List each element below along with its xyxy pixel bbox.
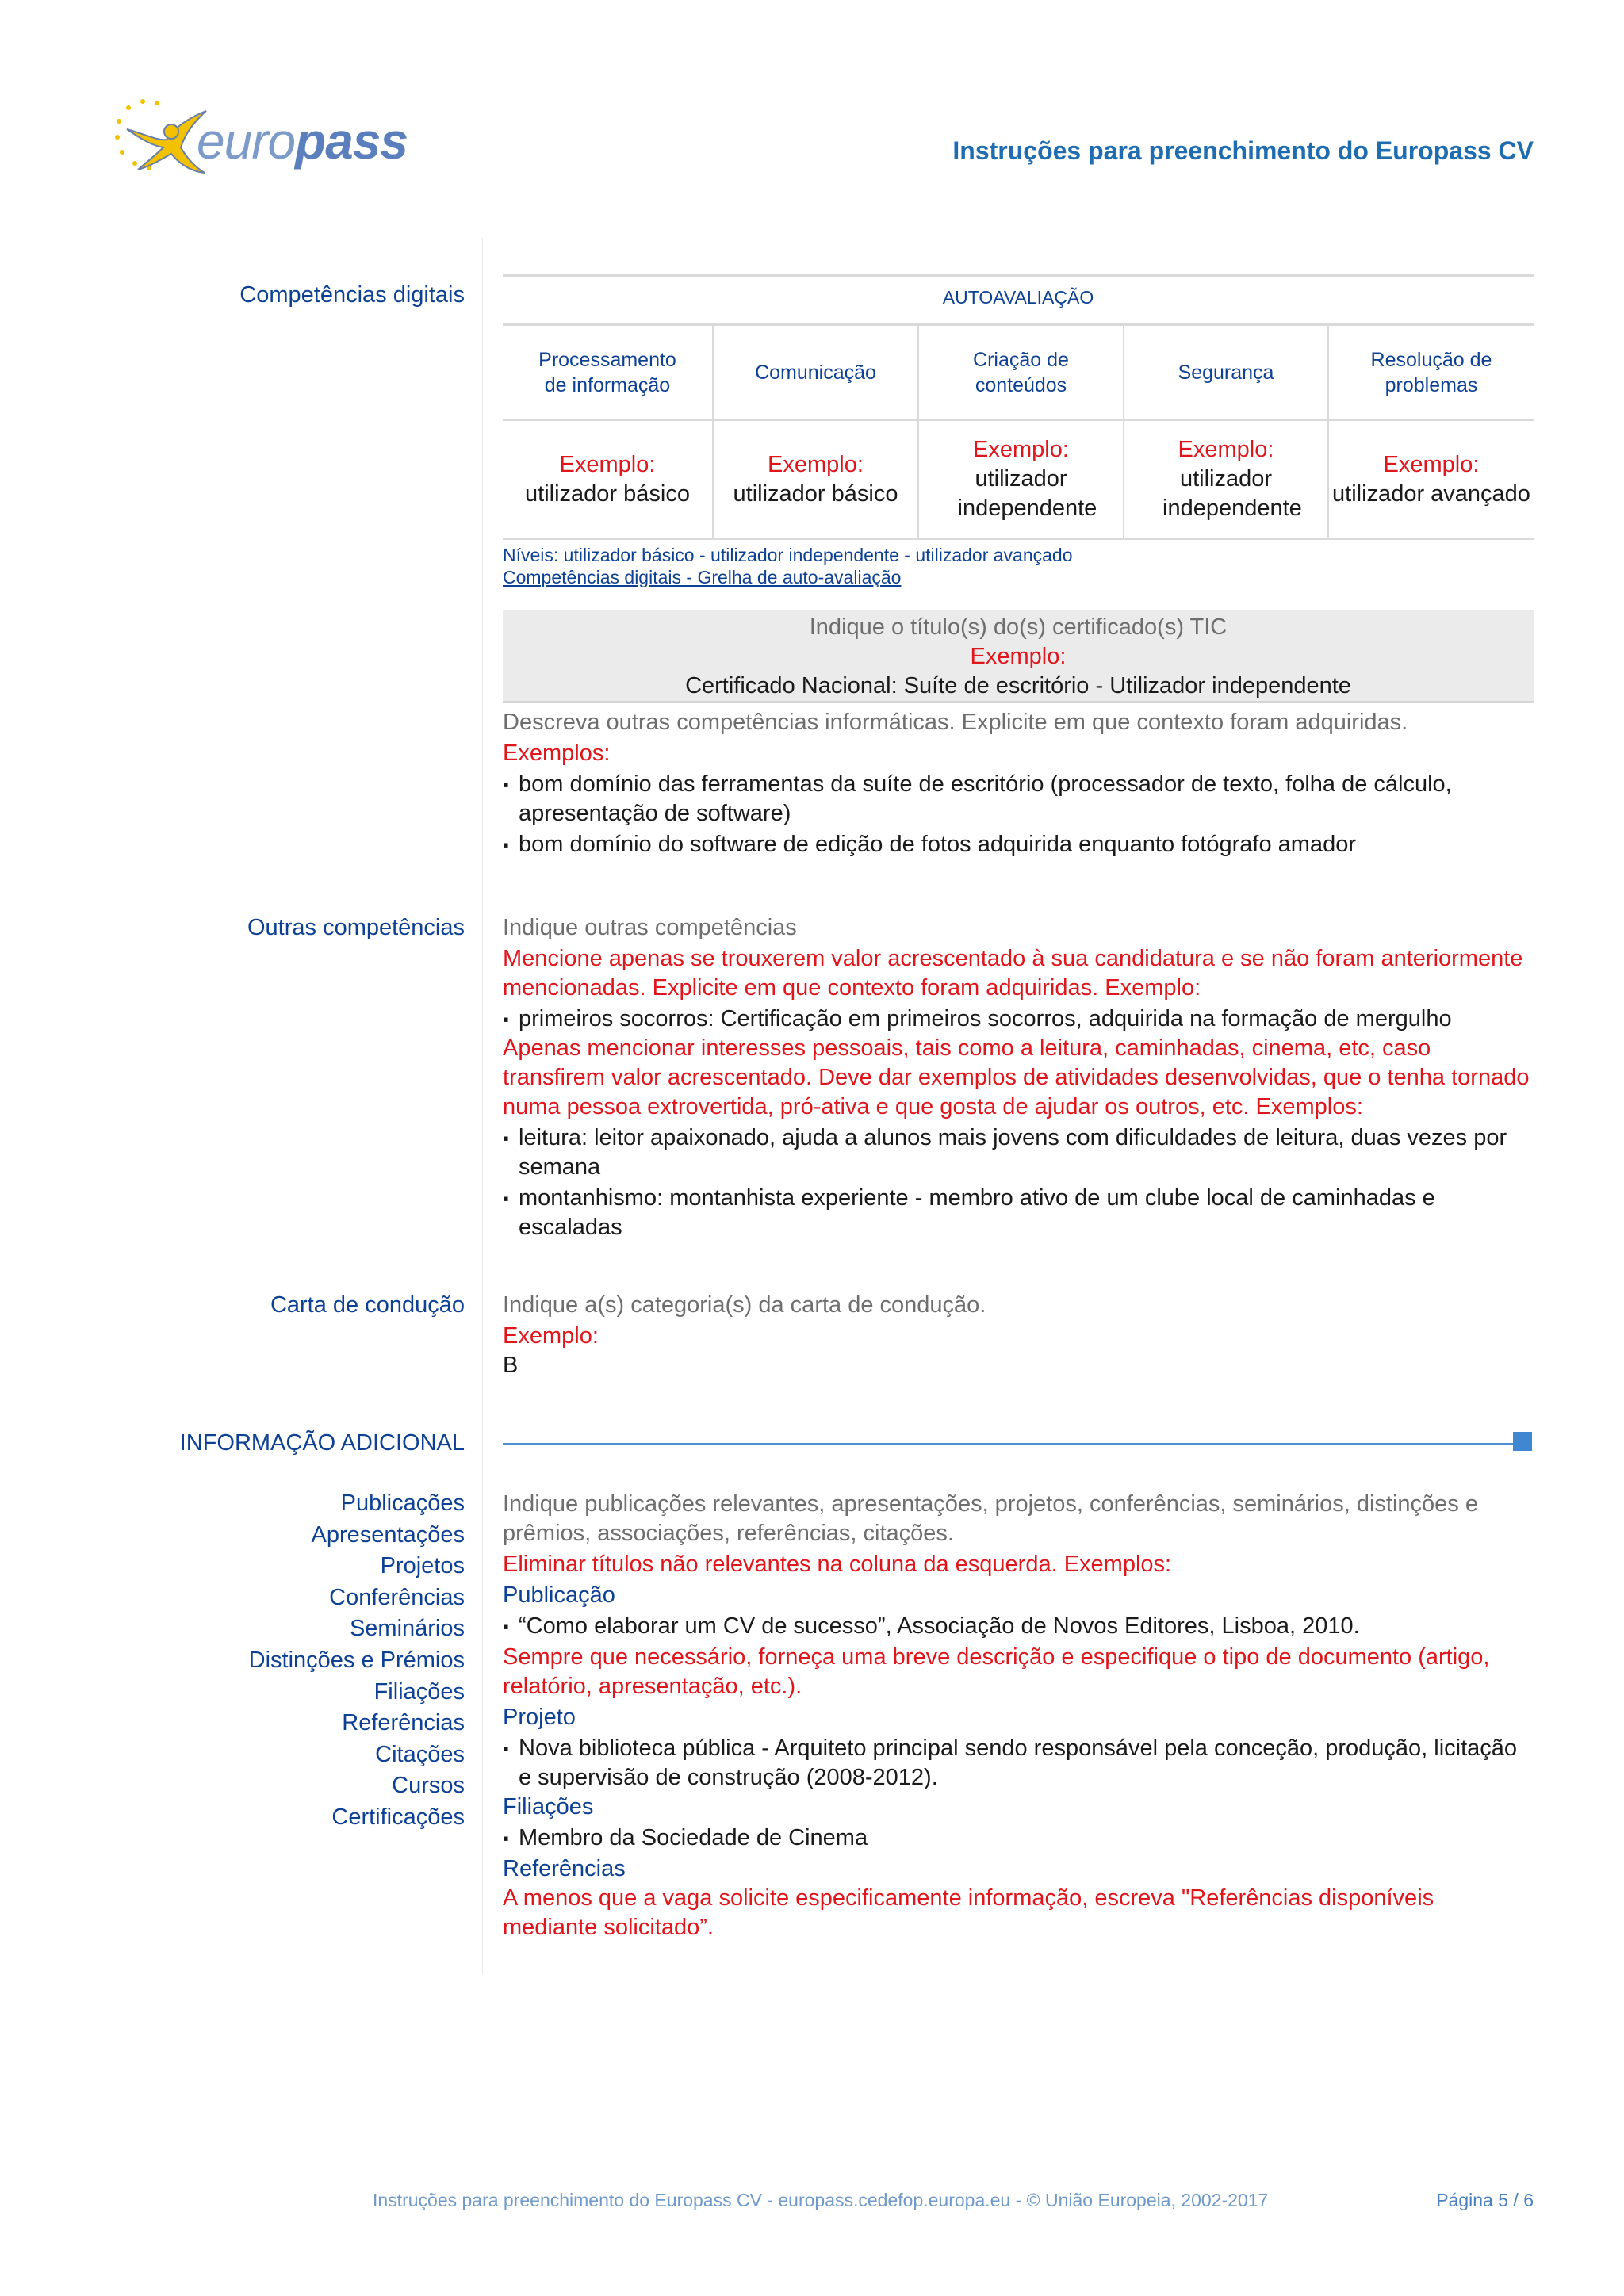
section-label-other: Outras competências: [247, 915, 465, 940]
footer-text: Instruções para preenchimento do Europass CV - europass.cedefop.europa.eu - © União Europeia, 2002-2017: [373, 2190, 1269, 2210]
table-top-rule: [503, 274, 1534, 277]
section-label-digital: Competências digitais: [239, 282, 465, 308]
membership-title: Filiações: [503, 1794, 594, 1820]
example-value: utilizador independente: [957, 466, 1097, 521]
section-marker-square: [1513, 1432, 1532, 1451]
list-item: ▪ bom domínio do software de edição de fotos adquirida enquanto fotógrafo amador: [503, 830, 1534, 859]
label-certifications: Certificações: [331, 1804, 465, 1830]
example-value: utilizador básico: [525, 480, 690, 507]
publication-title: Publicação: [503, 1582, 615, 1608]
table-title: AUTOAVALIAÇÃO: [942, 287, 1094, 308]
other-note: Apenas mencionar interesses pessoais, tais como a leitura, caminhadas, cinema, etc, caso transfirem valor acrescentado. Deve dar exemplos de atividades desenvolvidas, que o tenha tornado numa pessoa extrovertida, pró-ativa e que gosta de ajudar os outros, etc. Exemplos:: [503, 1035, 1530, 1119]
list-item: ▪ primeiros socorros: Certificação em primeiros socorros, adquirida na formação de mergulho: [503, 1004, 1534, 1034]
other-prompt: Indique outras competências: [503, 915, 797, 940]
table-example-cell: [714, 421, 917, 538]
certificate-box: [503, 610, 1534, 703]
table-rule: [503, 538, 1534, 540]
table-example-cell: [919, 421, 1123, 538]
logo-text-euro: euro: [197, 113, 296, 170]
list-item: ▪ Membro da Sociedade de Cinema: [503, 1823, 1534, 1853]
grid-link[interactable]: Competências digitais - Grelha de auto-avaliação: [503, 567, 902, 587]
example-label: Exemplo:: [1383, 451, 1480, 477]
references-note: A menos que a vaga solicite especificamente informação, escreva "Referências disponíveis mediante solicitado”.: [503, 1885, 1434, 1940]
label-honours: Distinções e Prémios: [248, 1647, 465, 1673]
section-heading-additional: INFORMAÇÃO ADICIONAL: [179, 1430, 465, 1456]
example-value: utilizador básico: [733, 480, 898, 507]
example-label: Exemplo:: [1178, 437, 1274, 462]
label-projects: Projetos: [380, 1553, 465, 1579]
label-seminars: Seminários: [349, 1616, 465, 1642]
other-it-skills: [503, 708, 1534, 859]
additional-labels: [249, 1488, 465, 1834]
other-note: Mencione apenas se trouxerem valor acrescentado à sua candidatura e se não foram anteriormente mencionadas. Explicite em que contexto foram adquiridas. Exemplo:: [503, 946, 1523, 1001]
other-it-prompt: Descreva outras competências informáticas. Explicite em que contexto foram adquiridas.: [503, 710, 1408, 735]
section-label-driving: Carta de condução: [270, 1292, 465, 1318]
project-title: Projeto: [503, 1705, 576, 1730]
logo-text-pass: pass: [295, 113, 408, 170]
label-references: Referências: [342, 1710, 465, 1736]
table-header-text: Processamento de informação: [538, 348, 676, 396]
list-item: ▪ montanhismo: montanhista experiente - membro ativo de um clube local de caminhadas e escaladas: [503, 1184, 1534, 1242]
label-publications: Publicações: [340, 1490, 465, 1516]
table-example-cell: [1124, 421, 1327, 538]
additional-note: Sempre que necessário, forneça uma breve descrição e especifique o tipo de documento (artigo, relatório, apresentação, etc.).: [503, 1644, 1490, 1699]
list-item: ▪ Nova biblioteca pública - Arquiteto principal sendo responsável pela conceção, produção, licitação e supervisão de construção (2008-2012).: [503, 1734, 1534, 1793]
levels-text: Níveis: utilizador básico - utilizador independente - utilizador avançado: [503, 545, 1073, 565]
example-label: Exemplo:: [973, 437, 1069, 462]
table-header-text: Segurança: [1178, 361, 1274, 384]
label-conferences: Conferências: [329, 1584, 465, 1610]
column-divider: [482, 238, 483, 1974]
label-presentations: Apresentações: [311, 1521, 465, 1548]
table-header-cell: [1124, 326, 1327, 419]
example-label: Exemplo:: [559, 451, 656, 477]
table-header-text: Criação de conteúdos: [973, 348, 1069, 396]
section-rule: [503, 1443, 1516, 1445]
table-header-cell: [1329, 326, 1534, 419]
table-header-cell: [919, 326, 1123, 419]
driving-example-label: Exemplo:: [503, 1323, 599, 1349]
additional-prompt: Indique publicações relevantes, apresentações, projetos, conferências, seminários, distinções e prêmios, associações, referências, citações.: [503, 1491, 1478, 1546]
additional-note: Eliminar títulos não relevantes na coluna da esquerda. Exemplos:: [503, 1552, 1172, 1577]
table-header-cell: [503, 326, 712, 419]
other-it-examples-label: Exemplos:: [503, 740, 611, 766]
example-label: Exemplo:: [768, 451, 864, 477]
additional-content: [503, 1490, 1534, 1942]
label-memberships: Filiações: [373, 1678, 465, 1705]
table-example-cell: [503, 421, 712, 538]
document-title: Instruções para preenchimento do Europass CV: [952, 136, 1534, 165]
list-item: ▪ bom domínio das ferramentas da suíte de escritório (processador de texto, folha de cálculo, apresentação de software): [503, 770, 1534, 828]
list-item: ▪ leitura: leitor apaixonado, ajuda a alunos mais jovens com dificuldades de leitura, duas vezes por semana: [503, 1123, 1534, 1182]
table-header-text: Resolução de problemas: [1370, 348, 1492, 396]
table-header-text: Comunicação: [755, 361, 876, 384]
certificate-example: Certificado Nacional: Suíte de escritório - Utilizador independente: [685, 673, 1351, 698]
page-number: Página 5 / 6: [1436, 2190, 1534, 2210]
driving-prompt: Indique a(s) categoria(s) da carta de condução.: [503, 1292, 986, 1318]
driving-content: [503, 1291, 1534, 1380]
table-example-cell: [1329, 421, 1534, 538]
europass-logo: [111, 94, 408, 181]
references-title: Referências: [503, 1856, 626, 1881]
certificate-prompt: Indique o título(s) do(s) certificado(s) TIC: [809, 614, 1228, 640]
label-courses: Cursos: [392, 1773, 465, 1799]
example-value: utilizador independente: [1162, 466, 1302, 521]
other-skills-content: [503, 913, 1534, 1242]
table-header-cell: [714, 326, 917, 419]
label-citations: Citações: [375, 1741, 465, 1767]
certificate-example-label: Exemplo:: [970, 644, 1067, 669]
driving-value: B: [503, 1353, 519, 1378]
list-item: ▪ “Como elaborar um CV de sucesso”, Associação de Novos Editores, Lisboa, 2010.: [503, 1612, 1534, 1641]
example-value: utilizador avançado: [1332, 480, 1530, 507]
